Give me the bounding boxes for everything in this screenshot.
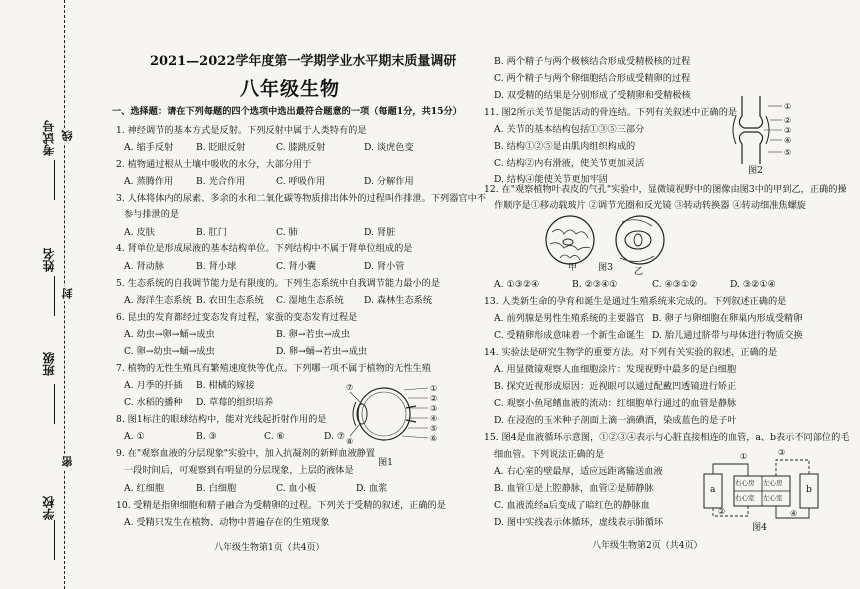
question-11: 11. 图2所示关节是能活动的骨连结。下列有关叙述中正确的是 xyxy=(484,107,738,118)
question-12-cont: 作顺序是①移动载玻片 ②调节光圈和反光镜 ③转动转换器 ④转动细准焦螺旋 xyxy=(494,200,806,211)
option[interactable]: C. 卵→幼虫→蛹→成虫 xyxy=(124,346,215,357)
option[interactable]: A. 关节的基本结构包括①③⑤三部分 xyxy=(494,124,645,135)
figure-4-caption: 图4 xyxy=(752,522,768,533)
option[interactable]: B. 柑橘的嫁接 xyxy=(196,380,255,391)
option[interactable]: B. ③ xyxy=(196,431,217,442)
heart-left-atrium: 左心房 xyxy=(763,479,783,487)
question-9: 9. 在"观察血液的分层现象"实验中，加入抗凝剂的新鲜血液静置 xyxy=(116,448,376,459)
question-10-option-a[interactable]: A. 受精只发生在植物、动物中普遍存在的生殖现象 xyxy=(124,517,330,528)
vessel-2-label: ② xyxy=(718,507,726,516)
subject-title: 八年级生物 xyxy=(240,78,341,100)
option[interactable]: D. 血浆 xyxy=(356,483,388,494)
svg-text:⑤: ⑤ xyxy=(430,424,438,433)
option[interactable]: C. 肺 xyxy=(276,227,298,238)
option[interactable]: A. 右心室的壁最厚，适应远距离输送血液 xyxy=(494,466,663,477)
option[interactable]: C. 肾小囊 xyxy=(276,261,317,272)
option[interactable]: B. 农田生态系统 xyxy=(196,295,264,306)
question-5: 5. 生态系统的自我调节能力是有限度的。下列生态系统中自我调节能力最小的是 xyxy=(116,278,441,289)
option[interactable]: B. 探究近视形成原因：近视眼可以通过配戴凹透镜进行矫正 xyxy=(494,381,737,392)
option[interactable]: A. 红细胞 xyxy=(124,483,165,494)
svg-text:②: ② xyxy=(784,116,792,125)
question-15: 15. 图4是血液循环示意图，①②③④表示与心脏直接相连的血管，a、b表示不同部位的毛 xyxy=(484,432,850,443)
option[interactable]: D. 结构④能使关节更加牢固 xyxy=(494,174,608,185)
question-15-cont: 细血管。下列说法正确的是 xyxy=(494,449,605,460)
option[interactable]: A. 月季的扦插 xyxy=(124,380,183,391)
option[interactable]: B. 光合作用 xyxy=(196,176,246,187)
svg-text:③: ③ xyxy=(784,126,792,135)
option[interactable]: B. 白细胞 xyxy=(196,483,237,494)
option[interactable]: A. 前列腺是男性生殖系统的主要器官 xyxy=(494,313,645,324)
svg-text:⑦: ⑦ xyxy=(346,383,354,392)
svg-text:③: ③ xyxy=(430,404,438,413)
option[interactable]: D. 分解作用 xyxy=(364,176,414,187)
option[interactable]: B. 肛门 xyxy=(196,227,227,238)
page-2-footer: 八年级生物第2页（共4页） xyxy=(592,541,703,551)
vessel-1-label: ① xyxy=(740,452,748,461)
figure-2-joint-diagram xyxy=(728,94,800,166)
capillary-b-label: b xyxy=(806,484,812,495)
question-10: 10. 受精是指卵细胞和精子融合为受精卵的过程。下列关于受精的叙述，正确的是 xyxy=(116,500,446,511)
question-10-option-c[interactable]: C. 两个精子与两个卵细胞结合形成受精卵的过程 xyxy=(494,73,691,84)
question-4: 4. 肾单位是形成尿液的基本结构单位。下列结构中不属于肾单位组成的是 xyxy=(116,243,413,254)
question-3: 3. 人体将体内的尿素、多余的水和二氧化碳等物质排出体外的过程叫作排泄。下列器官中不 xyxy=(116,193,486,204)
option[interactable]: D. 胎儿通过脐带与母体进行物质交换 xyxy=(652,330,803,341)
option[interactable]: C. 受精卵形成意味着一个新生命诞生 xyxy=(494,330,645,341)
option[interactable]: A. 皮肤 xyxy=(124,227,155,238)
question-7: 7. 植物的无性生殖具有繁殖速度快等优点。下列哪一项不属于植物的无性生殖 xyxy=(116,363,431,374)
option[interactable]: A. 用显微镜观察人血细胞涂片：发现视野中最多的是白细胞 xyxy=(494,364,737,375)
question-3-cont: 参与排泄的是 xyxy=(124,209,180,220)
option[interactable]: B. 卵子与卵细胞在卵巢内形成受精卵 xyxy=(652,313,803,324)
figure-3-label-jia: 甲 xyxy=(568,262,578,273)
svg-text:①: ① xyxy=(430,384,438,393)
option[interactable]: D. 肾小管 xyxy=(364,261,405,272)
option[interactable]: A. ①③②④ xyxy=(494,279,540,290)
heart-right-ventricle: 右心室 xyxy=(735,494,755,502)
option[interactable]: C. ⑥ xyxy=(264,431,285,442)
option[interactable]: B. 眨眼反射 xyxy=(196,142,246,153)
question-10-option-d[interactable]: D. 双受精的结果是分别形成了受精卵和受精极核 xyxy=(494,90,691,101)
option[interactable]: C. 血小板 xyxy=(276,483,317,494)
heart-right-atrium: 右心房 xyxy=(735,479,755,487)
seal-mark-feng: 封 xyxy=(61,288,74,299)
capillary-a-label: a xyxy=(710,484,716,495)
option[interactable]: B. 卵→若虫→成虫 xyxy=(276,329,350,340)
class-label: 班级 xyxy=(42,352,56,376)
option[interactable]: D. 图中实线表示体循环，虚线表示肺循环 xyxy=(494,517,664,528)
figure-1-caption: 图1 xyxy=(378,457,394,468)
option[interactable]: C. 湿地生态系统 xyxy=(276,295,344,306)
option[interactable]: D. 谈虎色变 xyxy=(364,142,414,153)
question-9-cont: 一段时间后，可观察到有明显的分层现象，上层的液体是 xyxy=(124,465,354,476)
option[interactable]: A. 蒸腾作用 xyxy=(124,176,174,187)
option[interactable]: A. 海洋生态系统 xyxy=(124,295,192,306)
option[interactable]: C. 呼吸作用 xyxy=(276,176,326,187)
svg-text:⑧: ⑧ xyxy=(346,437,354,446)
option[interactable]: C. 血液流经a后变成了暗红色的静脉血 xyxy=(494,500,650,511)
option[interactable]: C. 观察小鱼尾鳍血液的流动：红细胞单行通过的血管是静脉 xyxy=(494,398,737,409)
option[interactable]: B. ②③④① xyxy=(572,279,618,290)
seal-mark-line: 线 xyxy=(61,130,74,141)
svg-text:⑤: ⑤ xyxy=(784,148,792,157)
svg-text:④: ④ xyxy=(784,136,792,145)
option[interactable]: D. 草莓的组织培养 xyxy=(196,397,274,408)
question-14: 14. 实验法是研究生物学的重要方法。对下列有关实验的叙述，正确的是 xyxy=(484,347,778,358)
vessel-4-label: ④ xyxy=(790,509,798,518)
option[interactable]: A. 幼虫→卵→蛹→成虫 xyxy=(124,329,215,340)
exam-title: 2021—2022学年度第一学期学业水平期末质量调研 xyxy=(150,54,457,69)
figure-2-caption: 图2 xyxy=(748,165,764,176)
binding-strip xyxy=(0,0,88,589)
option[interactable]: C. 水稻的播种 xyxy=(124,397,183,408)
option[interactable]: D. 肾脏 xyxy=(364,227,396,238)
seal-mark-mi: 密 xyxy=(61,456,74,467)
svg-text:⑥: ⑥ xyxy=(430,434,438,443)
option[interactable]: D. 在浸泡的玉米种子剖面上滴一滴碘酒，染成蓝色的是子叶 xyxy=(494,415,737,426)
option[interactable]: B. 肾小球 xyxy=(196,261,237,272)
question-12: 12. 在"观察植物叶表皮的气孔"实验中，显微镜视野中的图像由图3中的甲到乙，正确的操 xyxy=(484,184,847,195)
svg-text:④: ④ xyxy=(430,414,438,423)
option[interactable]: A. 肾动脉 xyxy=(124,261,165,272)
svg-text:②: ② xyxy=(430,394,438,403)
heart-left-ventricle: 左心室 xyxy=(763,494,783,502)
page-1-footer: 八年级生物第1页（共4页） xyxy=(214,543,325,553)
option[interactable]: C. 结构②内有滑液，使关节更加灵活 xyxy=(494,158,645,169)
school-label: 学校 xyxy=(42,496,56,520)
option[interactable]: D. ③②①④ xyxy=(730,279,776,290)
svg-text:①: ① xyxy=(784,102,792,111)
vessel-3-label: ③ xyxy=(778,448,786,457)
name-label: 姓名 xyxy=(42,248,56,272)
option[interactable]: D. 森林生态系统 xyxy=(364,295,433,306)
option[interactable]: B. 血管①是上腔静脉，血管②是肺静脉 xyxy=(494,483,654,494)
exam-number-label: 考试号 xyxy=(42,120,56,156)
section-heading: 一、选择题：请在下列每题的四个选项中选出最符合题意的一项（每题1分，共15分） xyxy=(112,106,462,117)
question-6: 6. 昆虫的发育都经过变态发育过程，家蚕的变态发育过程是 xyxy=(116,312,358,323)
option[interactable]: B. 结构①②⑤是由肌肉组织构成的 xyxy=(494,141,636,152)
option[interactable]: A. 缩手反射 xyxy=(124,142,174,153)
option[interactable]: C. 膝跳反射 xyxy=(276,142,326,153)
question-8: 8. 图1标注的眼球结构中，能对光线起折射作用的是 xyxy=(116,414,327,425)
question-1: 1. 神经调节的基本方式是反射。下列反射中属于人类特有的是 xyxy=(116,125,367,136)
option[interactable]: A. ① xyxy=(124,431,145,442)
figure-3-caption: 图3 xyxy=(598,262,614,273)
option[interactable]: D. 卵→蛹→若虫→成虫 xyxy=(276,346,368,357)
question-10-option-b[interactable]: B. 两个精子与两个极核结合形成受精极核的过程 xyxy=(494,56,691,67)
question-13: 13. 人类新生命的孕育和诞生是通过生殖系统来完成的。下列叙述正确的是 xyxy=(484,296,787,307)
figure-3-label-yi: 乙 xyxy=(634,266,644,277)
question-2: 2. 植物通过根从土壤中吸收的水分，大部分用于 xyxy=(116,159,312,170)
option[interactable]: C. ④③①② xyxy=(652,279,698,290)
option[interactable]: D. ⑦ xyxy=(324,431,346,442)
